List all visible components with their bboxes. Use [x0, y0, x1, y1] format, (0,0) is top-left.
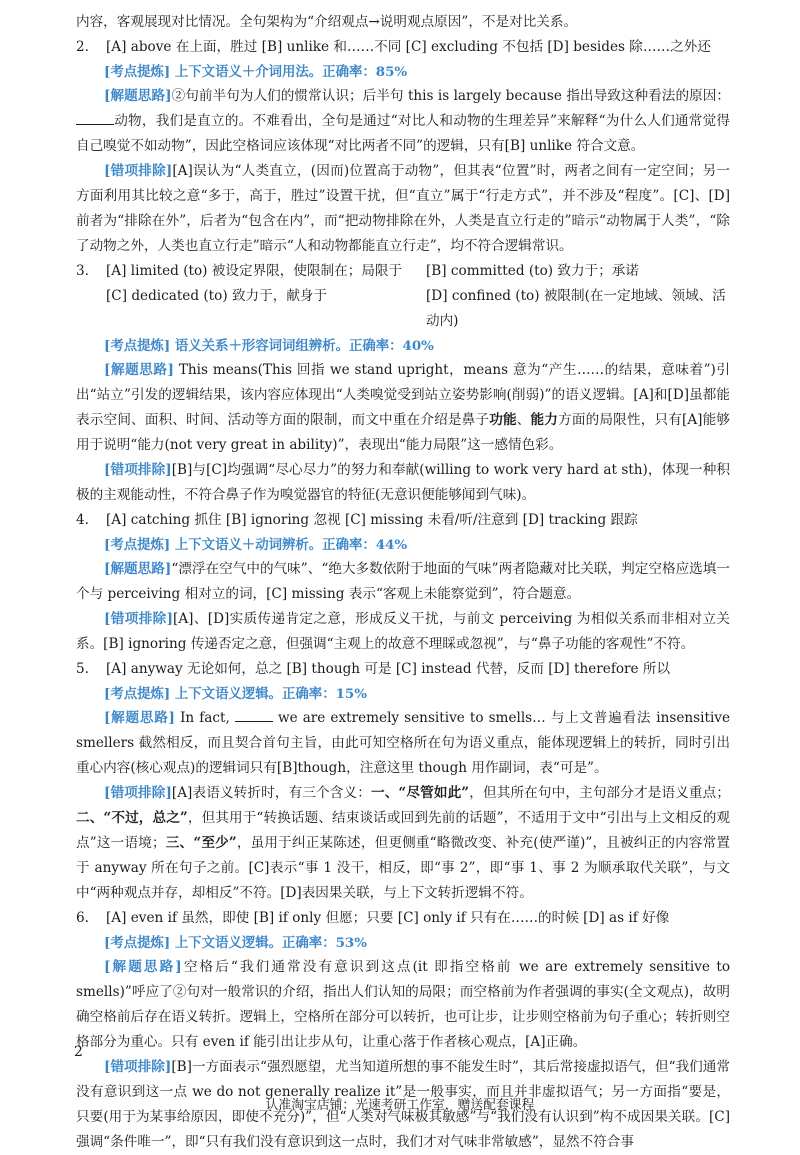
error-label: [错项排除] — [104, 462, 172, 478]
emphasis-text: 三、“至少” — [165, 835, 237, 851]
thinking-text: 空格后“我们通常没有意识到这点(it 即指空格前 we are extremely sensitive to smells)”呼应了②句对一般常识的介绍，指出人们认知的局限；而空格前为作者强调的事实(全文观点)，故明确空格前后存在语义转折。逻辑上，空格所在部分可以转折，也可让步，让步则空格前为句子重心；转折则空格部分为重心。只有 even if 能引出让步从句，让重心落于作者核心观点，[A]正确。 — [76, 959, 730, 1050]
error-text: [A]误认为“人类直立，(因而)位置高于动物”，但其表“位置”时，两者之间有一定空间；另一方面利用其比较之意“多于，高于，胜过”设置干扰，但“直立”属于“行走方式”，并不涉及“程度”。[C]、[D]前者为“排除在外”，后者为“包含在内”，而“把动物排除在外，人类是直立行走的”暗示“动物属于人类”，“除了动物之外，人类也直立行走”暗示“人和动物都能直立行走”，均不符合逻辑常识。 — [76, 163, 731, 254]
question-number: 6. — [76, 910, 89, 926]
emphasis-text: 功能 — [489, 412, 517, 428]
option-c: [C] dedicated (to) 致力于，献身于 — [106, 288, 328, 304]
emphasis-text: 二、“不过，总之” — [76, 810, 188, 826]
blank-line — [235, 709, 273, 722]
options-text: [A] anyway 无论如何，总之 [B] though 可是 [C] instead 代替，反而 [D] therefore 所以 — [106, 661, 671, 677]
error-text: [B]一方面表示“强烈愿望，尤当知道所想的事不能发生时”，其后常接虚拟语气，但“我们通常没有意识到这一点 we do not generally realize it”是一般事实，而且并非虚拟语气；另一方面指“要是，只要(用于为某事给原因，即使不充分)”，但“人类对气味极其敏感”与“我们没有认识到”构不成因果关联。[C]强调“条件唯一”，即“只有我们没有意识到这一点时，我们才对气味非常敏感”，显然不符合事 — [76, 1059, 730, 1150]
error-label: [错项排除] — [104, 785, 172, 801]
thinking-label: [解题思路] — [104, 362, 174, 378]
thinking-text: “漂浮在空气中的气味”、“绝大多数依附于地面的气味”两者隐藏对比关联，判定空格应选填一个与 perceiving 相对立的词，[C] missing 表示“客观上未能察觉到”，符合题意。 — [76, 561, 730, 602]
question-4-tag: [考点提炼] 上下文语义＋动词辨析。正确率：44% — [104, 537, 408, 553]
error-text: ，但其所在句中，主句部分才是语义重点； — [469, 785, 730, 801]
error-text: ，但其用于“转换话题、结束谈话或回到先前的话题”，不适用于文中“引出与上文相反的观点”这一语境； — [76, 810, 730, 851]
question-2-error — [76, 159, 730, 259]
separator-text: 、 — [516, 412, 531, 428]
thinking-label: [解题思路] — [104, 88, 172, 104]
option-a: [A] limited (to) 被设定界限，使限制在；局限于 — [106, 263, 403, 279]
question-4-thinking — [76, 557, 730, 607]
options-text: [A] even if 虽然，即使 [B] if only 但愿；只要 [C] only if 只有在……的时候 [D] as if 好像 — [106, 910, 670, 926]
error-label: [错项排除] — [104, 1059, 172, 1075]
option-d: [D] confined (to) 被限制(在一定地域、领域、活动内) — [426, 288, 726, 329]
question-5-error — [76, 781, 730, 906]
question-6-options — [76, 906, 730, 931]
error-label: [错项排除] — [104, 163, 173, 179]
question-5-options — [76, 657, 730, 682]
emphasis-text: 能力 — [530, 412, 559, 428]
question-5-tag: [考点提炼] 上下文语义逻辑。正确率：15% — [104, 686, 367, 702]
thinking-text-2: 动物，我们是直立的。不难看出，全句是通过“对比人和动物的生理差异”来解释“为什么人们通常觉得自己嗅觉不如动物”，因此空格词应该体现“对比两者不同”的逻辑，只有[B] unlike 符合文意。 — [76, 113, 730, 154]
thinking-text: ②句前半句为人们的惯常认识；后半句 this is largely because 指出导致这种看法的原因： — [171, 88, 730, 104]
question-2-tag: [考点提炼] 上下文语义＋介词用法。正确率：85% — [104, 64, 408, 80]
thinking-label: [解题思路] — [104, 561, 172, 577]
question-number: 3. — [76, 263, 89, 279]
thinking-label: [解题思路] — [104, 710, 175, 726]
question-3-error — [76, 458, 730, 508]
options-text: [A] above 在上面，胜过 [B] unlike 和……不同 [C] excluding 不包括 [D] besides 除……之外还 — [106, 39, 711, 55]
error-text: [B]与[C]均强调“尽心尽力”的努力和奉献(willing to work very hard at sth)，体现一种积极的主观能动性，不符合鼻子作为嗅觉器官的特征(无意识便能够闻到气味)。 — [76, 462, 730, 503]
blank-line — [76, 112, 114, 125]
thinking-label: [解题思路] — [104, 959, 182, 975]
thinking-text: we are extremely sensitive to smells… 与上文普遍看法 insensitive smellers 截然相反，而且契合首句主旨，由此可知空格所在句为语义重点，能体现逻辑上的转折，同时引出重心内容(核心观点)的逻辑词只有[B]though，注意这里 though 用作副词，表“可是”。 — [76, 710, 731, 776]
options-text: [A] catching 抓住 [B] ignoring 忽视 [C] missing 未看/听/注意到 [D] tracking 跟踪 — [106, 512, 638, 528]
error-label: [错项排除] — [104, 611, 174, 627]
question-3-tag: [考点提炼] 语义关系＋形容词词组辨析。正确率：40% — [104, 338, 434, 354]
option-b: [B] committed (to) 致力于；承诺 — [426, 263, 639, 279]
question-3-options-row1 — [76, 259, 730, 284]
question-3-options-row2 — [76, 284, 730, 334]
question-2-options — [76, 35, 730, 60]
question-number: 2. — [76, 39, 89, 55]
error-text: [A]、[D]实质传递肯定之意，形成反义干扰，与前文 perceiving 为相似关系而非相对立关系。[B] ignoring 传递否定之意，但强调“主观上的故意不理睬或忽视”，与“鼻子功能的客观性”不符。 — [76, 611, 730, 652]
footer-text: 认准淘宝店铺：光速考研工作室，赠送配套课程 — [265, 1098, 535, 1113]
question-6-tag: [考点提炼] 上下文语义逻辑。正确率：53% — [104, 935, 367, 951]
question-2-thinking — [76, 84, 730, 159]
emphasis-text: 一、“尽管如此” — [370, 785, 470, 801]
intro-paragraph: 内容，客观展现对比情况。全句架构为“介绍观点→说明观点原因”，不是对比关系。 — [76, 14, 578, 30]
question-6-thinking — [76, 955, 730, 1055]
page-number: 2 — [74, 1044, 83, 1060]
error-text: ，虽用于纠正某陈述，但更侧重“略微改变、补充(使严谨)”，且被纠正的内容常置于 anyway 所在句子之前。[C]表示“事 1 没干，相反，即“事 2”，即“事 1、事 2 为顺承取代关联”，与文中“两种观点并存，却相反”不符。[D]表因果关联，与上下文转折逻辑不符。 — [76, 835, 730, 901]
thinking-text: This means(This 回指 we stand upright，means 意为“产生……的结果，意味着”)引出“站立”引发的逻辑结果，该内容应体现出“人类嗅觉受到站立姿势影响(削弱)”的语义逻辑。[A]和[D]虽都能表示空间、面积、时间、活动等方面的限制，而文中重在介绍是鼻子 — [76, 362, 730, 428]
question-5-thinking — [76, 706, 730, 781]
error-text: [A]表语义转折时，有三个含义： — [171, 785, 371, 801]
question-4-options — [76, 508, 730, 533]
thinking-text-2: 方面的局限性，只有[A]能够用于说明“能力(not very great in ability)”，表现出“能力局限”这一感情色彩。 — [76, 412, 731, 453]
question-number: 4. — [76, 512, 89, 528]
question-number: 5. — [76, 661, 89, 677]
question-4-error — [76, 607, 730, 657]
question-3-thinking — [76, 358, 730, 458]
thinking-prefix: In fact, — [180, 710, 230, 726]
